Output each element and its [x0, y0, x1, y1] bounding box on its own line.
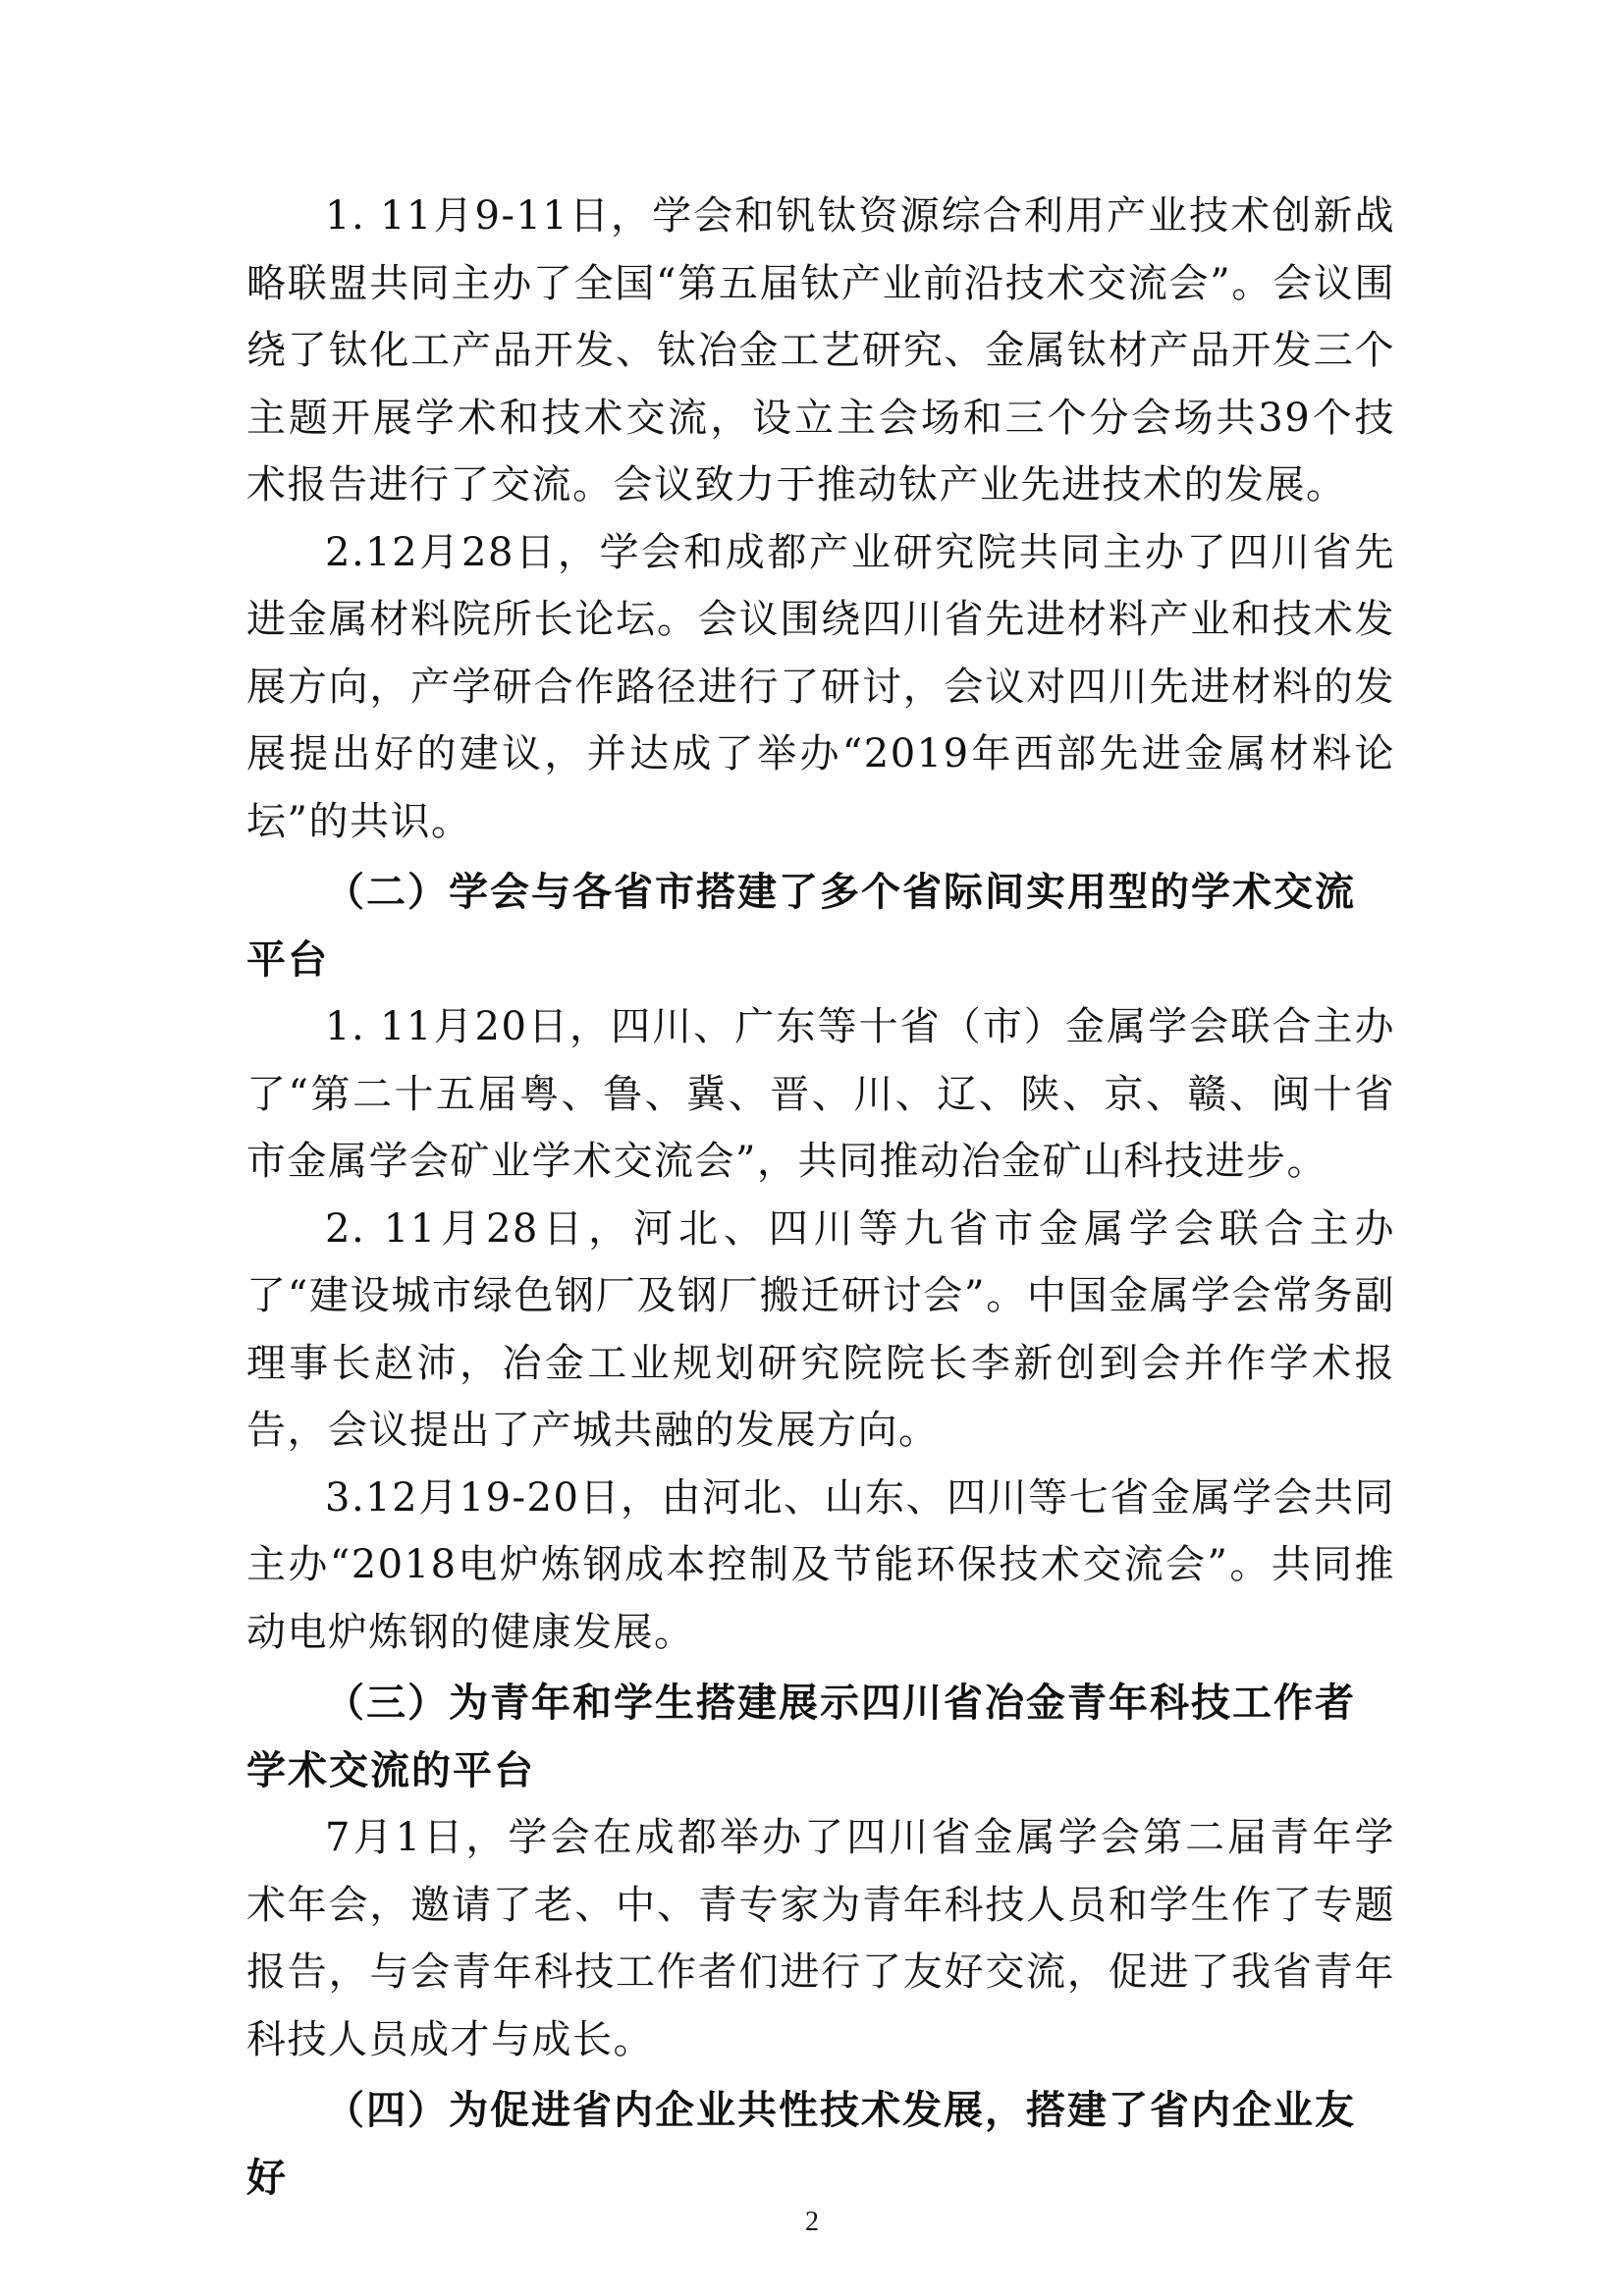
paragraph-youth-annual-meeting: 7月1日，学会在成都举办了四川省金属学会第二届青年学术年会，邀请了老、中、青专家为青年科技人员和学生作了专题报告，与会青年科技工作者们进行了友好交流，促进了我省青年科技人员成才与成长。	[246, 1815, 1395, 2062]
paragraph-advanced-materials-forum: 2.12月28日，学会和成都产业研究院共同主办了四川省先进金属材料院所长论坛。会议围绕四川省先进材料产业和技术发展方向，产学研合作路径进行了研讨，会议对四川先进材料的发展提出好的建议，并达成了举办“2019年西部先进金属材料论坛”的共识。	[246, 529, 1395, 844]
page-number: 2	[805, 2207, 819, 2237]
paragraph-mining-exchange: 1. 11月20日，四川、广东等十省（市）金属学会联合主办了“第二十五届粤、鲁、冀、晋、川、辽、陕、京、赣、闽十省市金属学会矿业学术交流会”，共同推动冶金矿山科技进步。	[246, 1004, 1395, 1184]
paragraph-electric-furnace-conference: 3.12月19-20日，由河北、山东、四川等七省金属学会共同主办“2018电炉炼钢成本控制及节能环保技术交流会”。共同推动电炉炼钢的健康发展。	[246, 1474, 1395, 1655]
section-heading-2: （二）学会与各省市搭建了多个省际间实用型的学术交流平台	[246, 870, 1356, 983]
paragraph-titanium-conference: 1. 11月9-11日，学会和钒钛资源综合利用产业技术创新战略联盟共同主办了全国“第五届钛产业前沿技术交流会”。会议围绕了钛化工产品开发、钛冶金工艺研究、金属钛材产品开发三个主题开展学术和技术交流，设立主会场和三个分会场共39个技术报告进行了交流。会议致力于推动钛产业先进技术的发展。	[246, 193, 1395, 507]
section-heading-4: （四）为促进省内企业共性技术发展，搭建了省内企业友好	[246, 2088, 1356, 2201]
document-body	[246, 183, 1395, 2212]
paragraph-green-steel-seminar: 2. 11月28日，河北、四川等九省市金属学会联合主办了“建设城市绿色钢厂及钢厂搬迁研讨会”。中国金属学会常务副理事长赵沛，冶金工业规划研究院院长李新创到会并作学术报告，会议提出了产城共融的发展方向。	[246, 1205, 1395, 1453]
section-heading-3: （三）为青年和学生搭建展示四川省冶金青年科技工作者学术交流的平台	[246, 1681, 1356, 1793]
